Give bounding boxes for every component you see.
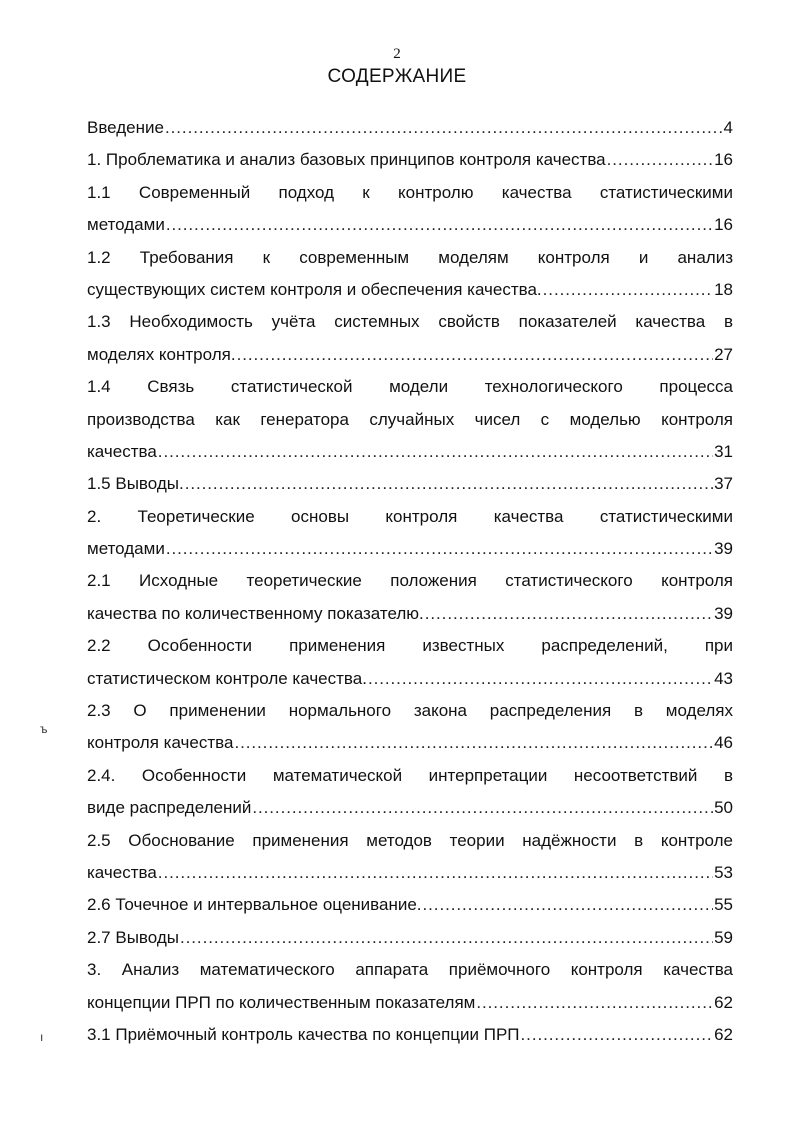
toc-entry-title: моделях контроля.	[87, 344, 236, 364]
toc-entry[interactable]	[87, 501, 733, 566]
toc-entry[interactable]	[87, 144, 733, 176]
page-number: 2	[393, 46, 401, 62]
dot-leader	[607, 144, 713, 176]
toc-entry-title: виде распределений	[87, 798, 252, 818]
toc-entry-title: 2.7 Выводы	[87, 927, 179, 947]
toc-entry-title: качества	[87, 441, 157, 461]
toc-page-number: 16	[714, 150, 733, 170]
dot-leader	[423, 889, 714, 921]
toc-page-number: 31	[714, 441, 733, 461]
dot-leader	[425, 598, 713, 630]
toc-entry[interactable]	[87, 242, 733, 307]
dot-leader	[166, 209, 713, 241]
toc-entry-title: 1. Проблематика и анализ базовых принципов контроля качества	[87, 150, 606, 170]
toc-entry-title: методами	[87, 539, 165, 559]
toc-entry-title: 2.3 О применении нормального закона распределения в моделях	[87, 701, 733, 721]
toc-entry-title: производства как генератора случайных чисел с моделью контроля	[87, 409, 733, 429]
toc-entry[interactable]	[87, 889, 733, 921]
toc-entry-title: качества	[87, 862, 157, 882]
dot-leader	[543, 274, 713, 306]
dot-leader	[234, 727, 713, 759]
toc-entry[interactable]	[87, 760, 733, 825]
dot-leader	[185, 468, 713, 500]
toc-entry-title: 2.4. Особенности математической интерпретации несоответствий в	[87, 765, 733, 785]
toc-entry[interactable]	[87, 1019, 733, 1051]
dot-leader	[166, 533, 713, 565]
toc-entry-title: статистическом контроле качества.	[87, 668, 367, 688]
toc-page-number: 59	[714, 927, 733, 947]
toc-entry-title: существующих систем контроля и обеспечения качества.	[87, 279, 542, 299]
toc-entry-title: 2.2 Особенности применения известных распределений, при	[87, 636, 733, 656]
toc-page-number: 39	[714, 539, 733, 559]
dot-leader	[165, 112, 723, 144]
dot-leader	[521, 1019, 714, 1051]
toc-entry[interactable]	[87, 565, 733, 630]
toc-entry[interactable]	[87, 306, 733, 371]
toc-entry-title: 1.3 Необходимость учёта системных свойств показателей качества в	[87, 312, 733, 332]
page-title: СОДЕРЖАНИЕ	[327, 66, 467, 87]
toc-entry[interactable]	[87, 922, 733, 954]
toc-page-number: 62	[714, 992, 733, 1012]
toc-entry-title: методами	[87, 215, 165, 235]
toc-page-number: 27	[714, 344, 733, 364]
toc-entry-title: 1.5 Выводы.	[87, 474, 184, 494]
toc-entry-title: качества по количественному показателю.	[87, 603, 424, 623]
dot-leader	[158, 857, 713, 889]
toc-entry-title: 1.4 Связь статистической модели технологического процесса	[87, 377, 733, 397]
margin-mark: ъ	[40, 722, 48, 736]
toc-page-number: 43	[714, 668, 733, 688]
dot-leader	[237, 339, 714, 371]
toc-entry-title: Введение	[87, 118, 164, 137]
toc-entry-title: 2.6 Точечное и интервальное оценивание.	[87, 895, 422, 915]
dot-leader	[252, 792, 713, 824]
toc-page-number: 55	[714, 895, 733, 915]
toc-page-number: 37	[714, 474, 733, 494]
toc-entry-title: 1.2 Требования к современным моделям контроля и анализ	[87, 247, 733, 267]
toc-entry[interactable]	[87, 371, 733, 468]
toc-entry[interactable]	[87, 177, 733, 242]
toc-page-number: 62	[714, 1024, 733, 1044]
toc-entry[interactable]	[87, 112, 733, 144]
toc-entry[interactable]	[87, 825, 733, 890]
toc-entry[interactable]	[87, 630, 733, 695]
toc-entry-title: контроля качества	[87, 733, 234, 753]
toc-page-number: 18	[714, 279, 733, 299]
toc-entry[interactable]	[87, 954, 733, 1019]
dot-leader	[158, 436, 713, 468]
toc-entry[interactable]	[87, 695, 733, 760]
toc-page-number: 39	[714, 603, 733, 623]
toc-page-number: 4	[723, 118, 733, 137]
toc-entry-title: 2. Теоретические основы контроля качества статистическими	[87, 506, 733, 526]
toc-entry-title: концепции ПРП по количественным показателям	[87, 992, 476, 1012]
toc-entry-title: 2.1 Исходные теоретические положения статистического контроля	[87, 571, 733, 591]
margin-mark: ı	[40, 1030, 44, 1044]
toc-page-number: 16	[714, 215, 733, 235]
toc-entry-title: 3.1 Приёмочный контроль качества по концепции ПРП	[87, 1024, 520, 1044]
toc-entry-title: 3. Анализ математического аппарата приёмочного контроля качества	[87, 960, 733, 980]
toc-entry-title: 2.5 Обоснование применения методов теории надёжности в контроле	[87, 830, 733, 850]
dot-leader	[476, 987, 713, 1019]
dot-leader	[368, 663, 713, 695]
toc-page-number: 53	[714, 862, 733, 882]
toc-entry-title: 1.1 Современный подход к контролю качества статистическими	[87, 182, 733, 202]
table-of-contents	[87, 112, 733, 1051]
toc-entry[interactable]	[87, 468, 733, 500]
toc-page-number: 50	[714, 798, 733, 818]
dot-leader	[180, 922, 713, 954]
toc-page-number: 46	[714, 733, 733, 753]
